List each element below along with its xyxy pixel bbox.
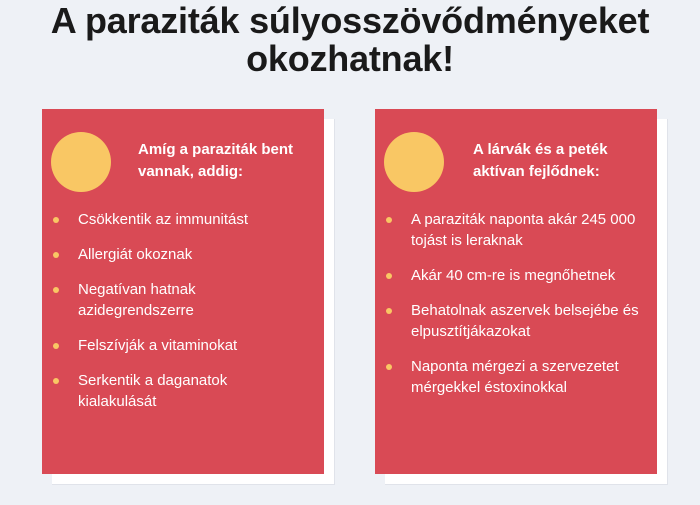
info-card-larvae — [375, 109, 657, 474]
list-item — [42, 279, 324, 321]
page-headline: A paraziták súlyosszövődményeket okozhatnak! — [50, 0, 650, 79]
card-heading: Amíg a paraziták bent vannak, addig: — [138, 141, 294, 180]
bullet-dot-icon — [386, 273, 392, 279]
bullet-dot-icon — [386, 364, 392, 370]
card-body — [42, 109, 324, 474]
list-item-text: Negatívan hatnak azidegrendszerre — [78, 281, 196, 319]
bullet-dot-icon — [53, 252, 59, 258]
list-item-text: A paraziták naponta akár 245 000 tojást is leraknak — [411, 211, 636, 249]
list-item-text: Naponta mérgezi a szervezetet mérgekkel éstoxinokkal — [411, 358, 619, 396]
list-item — [42, 370, 324, 412]
list-item-text: Allergiát okoznak — [78, 246, 193, 263]
list-item-text: Felszívják a vitaminokat — [78, 337, 238, 354]
list-item — [375, 209, 657, 251]
list-item — [375, 265, 657, 286]
list-item-text: Akár 40 cm-re is megnőhetnek — [411, 267, 616, 284]
list-item — [42, 244, 324, 265]
bullet-list — [42, 209, 324, 426]
bullet-list — [375, 209, 657, 412]
list-item-text: Behatolnak aszervek belsejébe és elpusztítjákazokat — [411, 302, 639, 340]
list-item-text: Serkentik a daganatok kialakulását — [78, 372, 228, 410]
card-body — [375, 109, 657, 474]
yellow-circle-icon — [51, 132, 111, 192]
info-card-inside — [42, 109, 324, 474]
card-heading: A lárvák és a peték aktívan fejlődnek: — [473, 141, 608, 180]
bullet-dot-icon — [386, 308, 392, 314]
bullet-dot-icon — [53, 378, 59, 384]
list-item — [375, 300, 657, 342]
yellow-circle-icon — [384, 132, 444, 192]
bullet-dot-icon — [386, 217, 392, 223]
bullet-dot-icon — [53, 287, 59, 293]
list-item — [42, 335, 324, 356]
list-item-text: Csökkentik az immunitást — [78, 211, 249, 228]
bullet-dot-icon — [53, 217, 59, 223]
bullet-dot-icon — [53, 343, 59, 349]
list-item — [375, 356, 657, 398]
list-item — [42, 209, 324, 230]
